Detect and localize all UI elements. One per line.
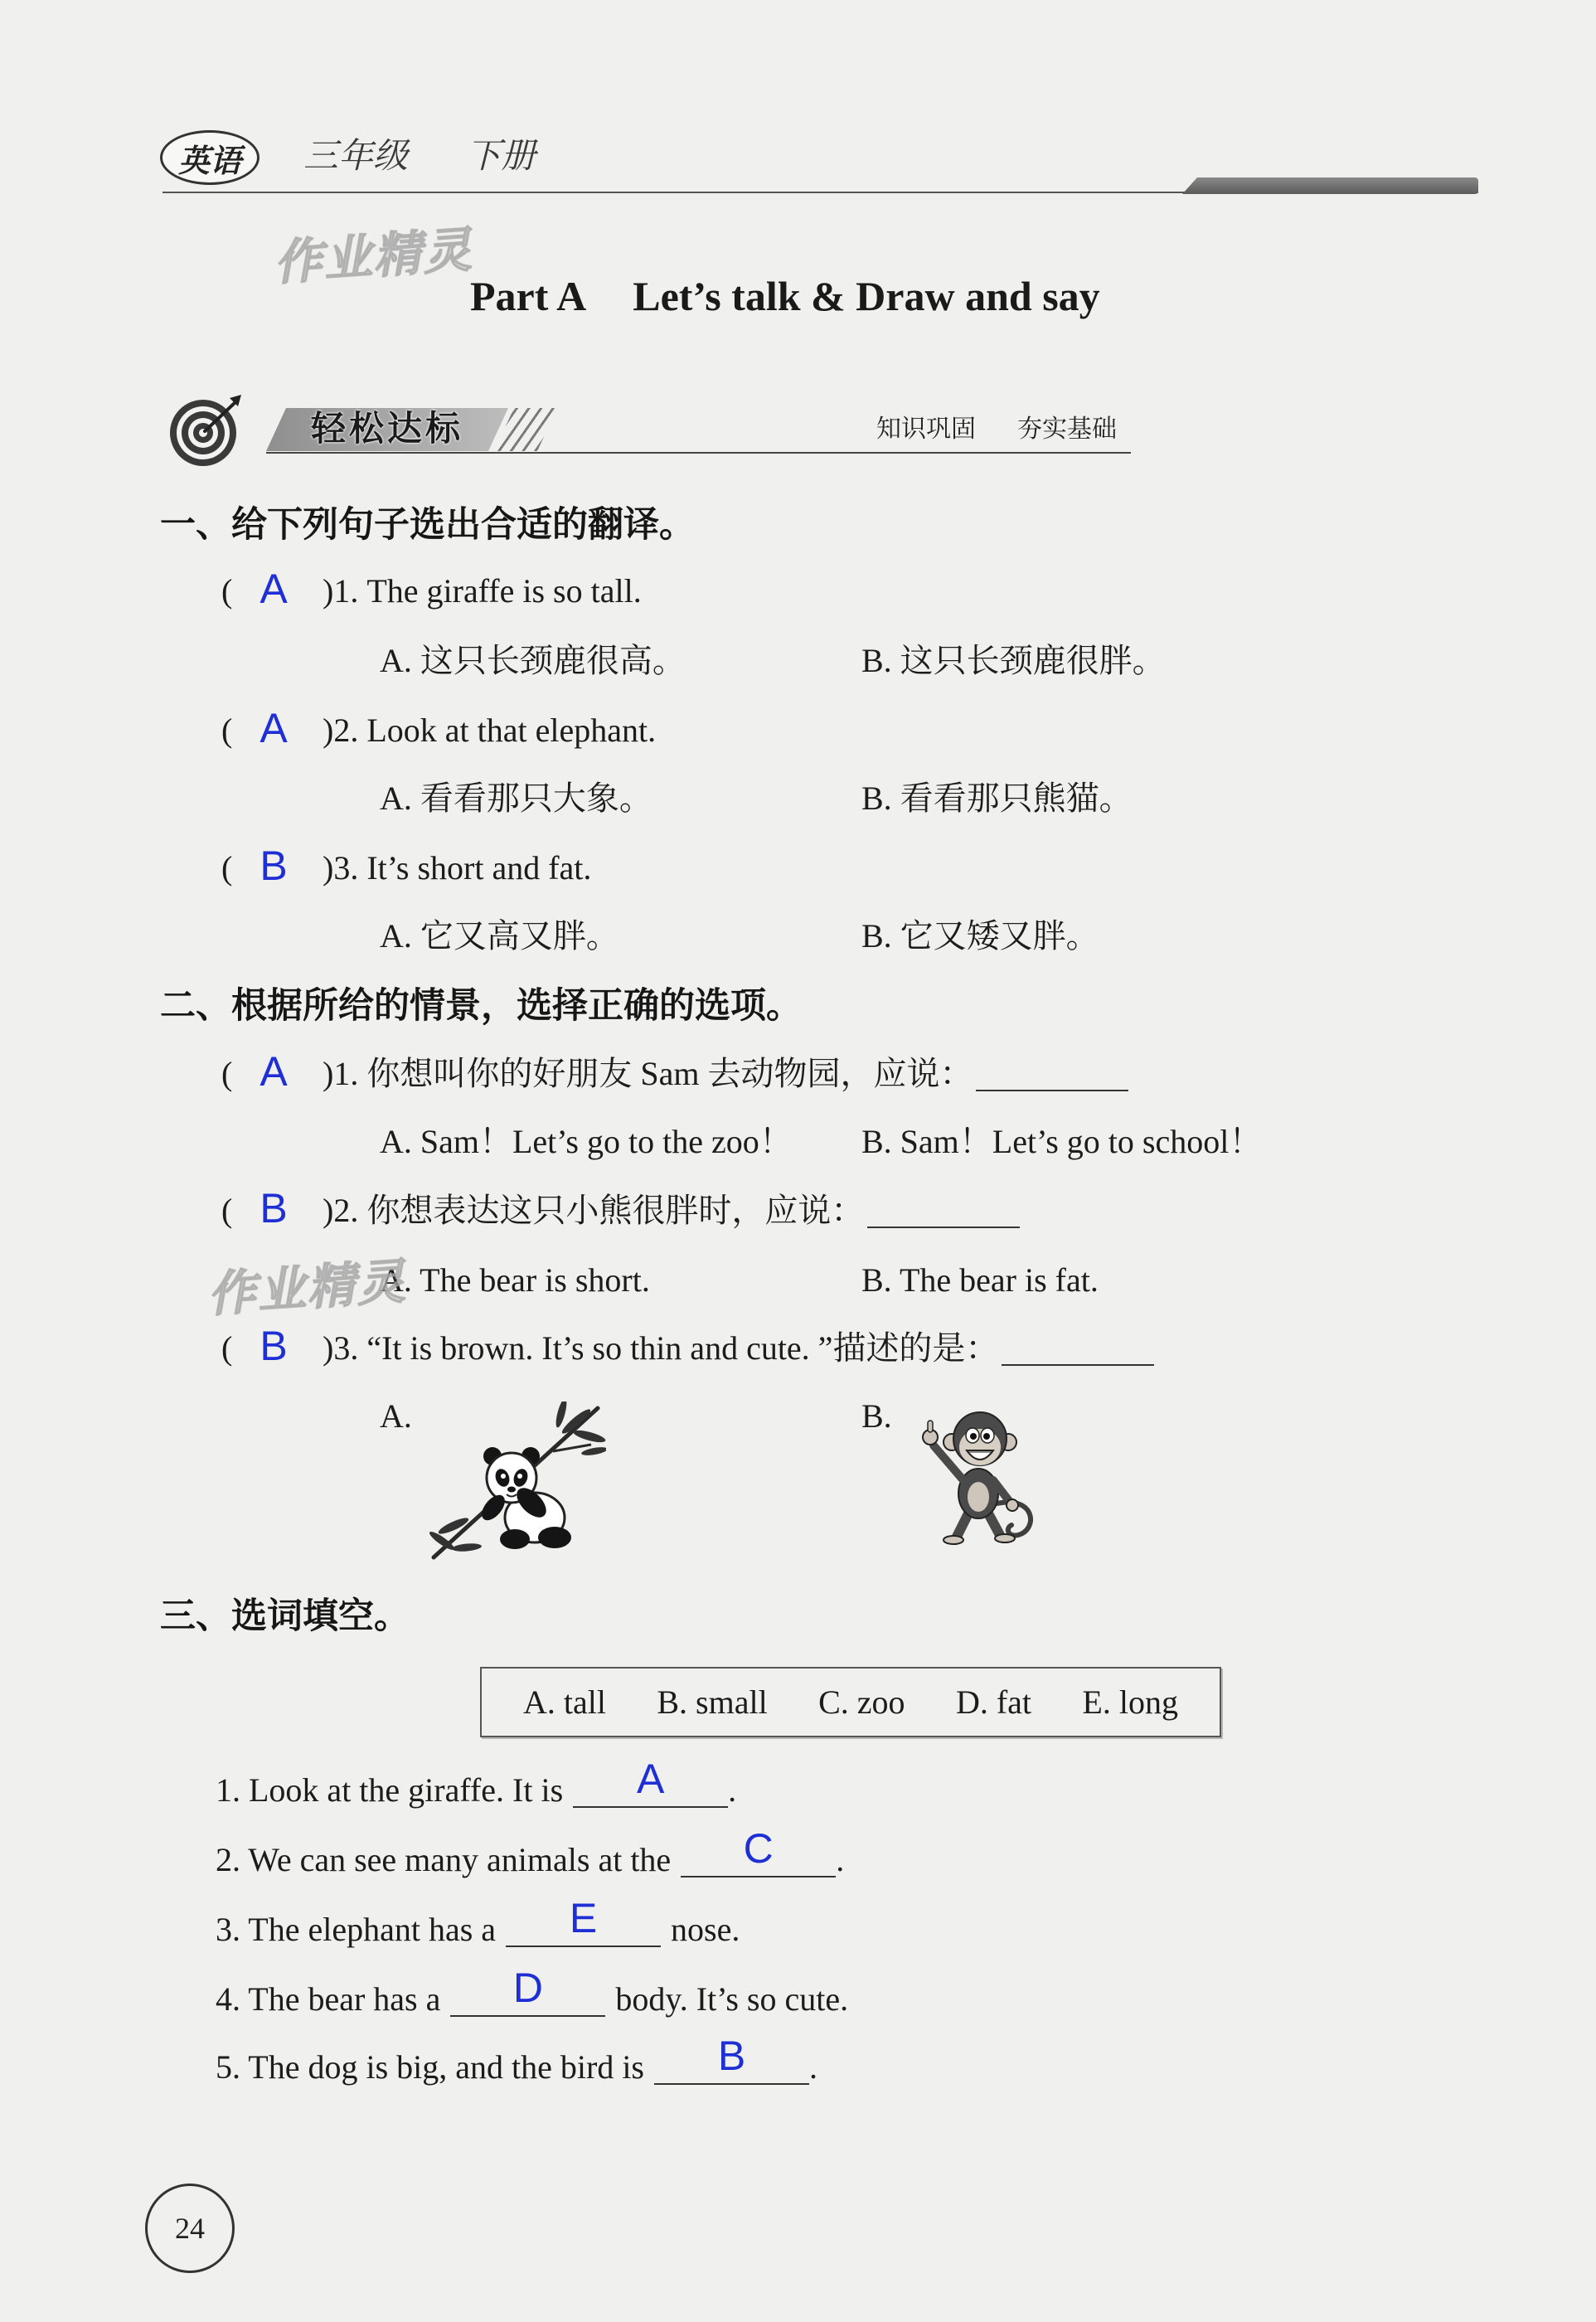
s1-question-1: [221, 566, 1382, 612]
s2-q1-option-a: A. Sam！Let’s go to the zoo！: [380, 1123, 793, 1160]
banner-tagline-right: 夯实基础: [1017, 415, 1117, 444]
s1-question-3: [221, 843, 1382, 889]
volume-label: 下册: [466, 135, 536, 176]
banner-label: 轻松达标: [311, 408, 464, 449]
banner-tagline-left: 知识巩固: [876, 415, 976, 444]
section3-heading: 三、选词填空。: [160, 1596, 410, 1637]
s1-q1-option-a: A. 这只长颈鹿很高。: [380, 642, 686, 679]
header-accent-bar: [1182, 177, 1478, 194]
answer-mark: B: [260, 1185, 288, 1231]
fill-sentence-3: [216, 1895, 740, 1950]
subject-label: 英语: [177, 142, 241, 179]
s1-q2-option-a: A. 看看那只大象。: [380, 780, 652, 817]
s2-q3-option-b: B.: [861, 1397, 892, 1435]
fill-blank: [506, 1895, 661, 1947]
fill-sentence-5: [216, 2033, 817, 2087]
word-bank-item: C. zoo: [818, 1683, 905, 1721]
question-text: “It is brown. It’s so thin and cute. ”描述的是：: [366, 1329, 999, 1367]
fill-sentence-1: [216, 1756, 737, 1810]
answer-mark: B: [260, 843, 288, 889]
paren-open: (: [221, 1055, 233, 1092]
word-bank-item: D. fat: [955, 1683, 1032, 1721]
s2-q1-option-b: B. Sam！Let’s go to school！: [861, 1123, 1263, 1160]
answer-mark: B: [717, 2033, 746, 2079]
paren-open: (: [221, 1192, 233, 1229]
question-text: Look at that elephant.: [366, 712, 657, 749]
panda-illustration: [429, 1401, 606, 1560]
s1-question-2: [221, 705, 1382, 751]
s2-question-2: [221, 1185, 1382, 1231]
watermark: 作业精灵: [272, 221, 475, 292]
question-number: 2.: [333, 1192, 359, 1229]
paren-open: (: [221, 712, 233, 749]
answer-mark: A: [260, 566, 288, 612]
question-body: )1. The giraffe is so tall.: [323, 572, 642, 610]
s1-q1-option-b: B. 这只长颈鹿很胖。: [861, 642, 1166, 679]
question-body: )1. 你想叫你的好朋友 Sam 去动物园，应说：: [323, 1054, 1128, 1094]
question-number: 3.: [333, 1329, 359, 1367]
question-body: )3. “It is brown. It’s so thin and cute. ”描述的是：: [323, 1329, 1154, 1368]
word-bank-item: B. small: [657, 1683, 768, 1721]
paren-open: (: [221, 849, 233, 887]
title-part: Part A: [470, 273, 587, 319]
s2-question-1: [221, 1048, 1382, 1095]
s2-q2-option-b: B. The bear is fat.: [861, 1261, 1099, 1299]
question-body: )2. Look at that elephant.: [323, 712, 657, 749]
question-text: It’s short and fat.: [366, 849, 592, 887]
s1-q3-option-b: B. 它又矮又胖。: [861, 917, 1099, 955]
sentence-end: body. It’s so cute.: [615, 1980, 849, 2018]
section2-heading: 二、根据所给的情景，选择正确的选项。: [160, 985, 802, 1027]
question-text: 你想表达这只小熊很胖时，应说：: [366, 1192, 865, 1229]
title-lesson: Let’s talk & Draw and say: [633, 273, 1100, 319]
sentence-text: 3. The elephant has a: [216, 1911, 497, 1948]
fill-blank: [450, 1965, 605, 2017]
paren-open: (: [221, 572, 233, 610]
word-bank-item: E. long: [1082, 1683, 1178, 1721]
fill-sentence-2: [216, 1825, 845, 1880]
word-bank-item: A. tall: [523, 1683, 606, 1721]
banner-underline: [266, 452, 1131, 454]
sentence-end: nose.: [671, 1911, 740, 1948]
s1-q2-option-b: B. 看看那只熊猫。: [861, 780, 1133, 817]
section1-heading: 一、给下列句子选出合适的翻译。: [160, 504, 695, 546]
answer-blank: [1002, 1331, 1154, 1366]
question-number: 1.: [333, 1055, 359, 1092]
answer-mark: A: [636, 1756, 665, 1802]
question-number: 3.: [333, 849, 359, 887]
page-number-label: 24: [175, 2212, 205, 2245]
sentence-end: .: [836, 1841, 845, 1878]
question-text: 你想叫你的好朋友 Sam 去动物园，应说：: [366, 1055, 973, 1092]
question-number: 2.: [333, 712, 359, 749]
answer-mark: A: [260, 1048, 288, 1095]
answer-mark: C: [743, 1825, 774, 1872]
s2-q3-option-a: A.: [380, 1397, 412, 1435]
monkey-illustration: [912, 1397, 1042, 1545]
fill-blank: [654, 2033, 809, 2085]
s2-question-3: [221, 1323, 1382, 1369]
grade-label: 三年级: [303, 135, 409, 176]
fill-blank: [681, 1825, 836, 1878]
page-title: [470, 271, 1100, 321]
s2-q2-option-a: A. The bear is short.: [380, 1261, 650, 1299]
sentence-text: 5. The dog is big, and the bird is: [216, 2048, 644, 2086]
sentence-text: 2. We can see many animals at the: [216, 1841, 672, 1878]
question-body: )3. It’s short and fat.: [323, 849, 592, 887]
subject-badge: [160, 130, 260, 185]
target-icon: [167, 393, 243, 469]
question-body: )2. 你想表达这只小熊很胖时，应说：: [323, 1191, 1020, 1231]
answer-blank: [867, 1193, 1020, 1228]
fill-sentence-4: [216, 1965, 849, 2019]
question-number: 1.: [333, 572, 359, 610]
answer-mark: B: [260, 1323, 288, 1369]
sentence-text: 1. Look at the giraffe. It is: [216, 1771, 564, 1809]
answer-mark: A: [260, 705, 288, 751]
watermark: 作业精灵: [206, 1252, 409, 1324]
sentence-text: 4. The bear has a: [216, 1980, 441, 2018]
s1-q3-option-a: A. 它又高又胖。: [380, 917, 619, 955]
answer-blank: [976, 1057, 1128, 1091]
answer-mark: E: [569, 1895, 598, 1941]
sentence-end: .: [728, 1771, 737, 1809]
fill-blank: [573, 1756, 728, 1808]
answer-mark: D: [512, 1965, 543, 2011]
paren-open: (: [221, 1329, 233, 1367]
sentence-end: .: [809, 2048, 817, 2086]
page-number: [145, 2184, 235, 2273]
word-bank: [480, 1667, 1221, 1737]
question-text: The giraffe is so tall.: [366, 572, 642, 610]
